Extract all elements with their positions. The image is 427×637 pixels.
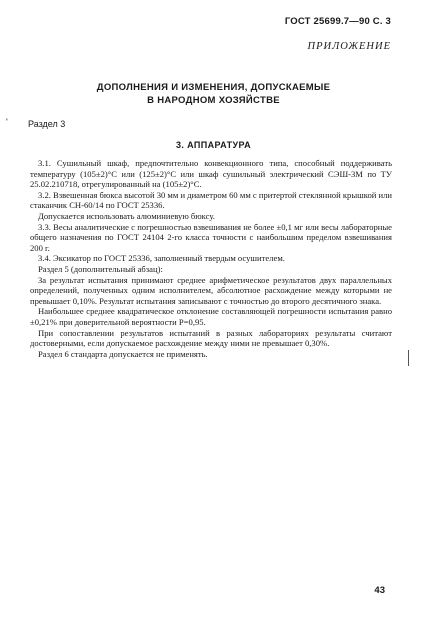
document-title	[0, 81, 427, 107]
paragraph: При сопоставлении результатов испытаний в разных лабораториях результаты считают достоверными, если допускаемое расхождение между ними не превышает 0,30%.	[30, 327, 392, 349]
section-reference-label: Раздел 3	[28, 119, 66, 129]
paragraph: 3.1. Сушильный шкаф, предпочтительно конвекционного типа, способный поддерживать температуру (105±2)°С или (125±2)°С или шкаф сушильный электрический СЭШ-3М по ТУ 25.02.210718, отрегулированный на (105±2)°С.	[30, 158, 392, 190]
paragraph: Раздел 5 (дополнительный абзац):	[38, 263, 163, 274]
paragraph: 3.2. Взвешенная бюкса высотой 30 мм и диаметром 60 мм с притертой стеклянной крышкой или стаканчик СН-60/14 по ГОСТ 25336.	[30, 189, 392, 211]
paragraph: Раздел 6 стандарта допускается не применять.	[38, 348, 208, 359]
paragraph: 3.3. Весы аналитические с погрешностью взвешивания не более ±0,1 мг или весы лабораторные общего назначения по ГОСТ 24104 2-го класса точности с наибольшим пределом взвешивания 200 г.	[30, 221, 392, 253]
paragraph: 3.4. Эксикатор по ГОСТ 25336, заполненный твердым осушителем.	[38, 253, 285, 264]
title-line-1: ДОПОЛНЕНИЯ И ИЗМЕНЕНИЯ, ДОПУСКАЕМЫЕ	[96, 82, 331, 93]
body-text	[30, 158, 392, 359]
section-reference	[6, 117, 66, 129]
margin-mark	[408, 350, 409, 366]
standard-code: ГОСТ 25699.7—90 С. 3	[284, 16, 391, 27]
page-number: 43	[374, 585, 385, 596]
section-title: 3. АППАРАТУРА	[175, 140, 252, 150]
section-mark: '	[6, 117, 8, 127]
title-line-2: В НАРОДНОМ ХОЗЯЙСТВЕ	[147, 95, 280, 106]
paragraph: Наибольшее среднее квадратическое отклонение составляющей погрешности испытания равно ±0,21% при доверительной вероятности P=0,95.	[30, 306, 392, 327]
paragraph: За результат испытания принимают среднее арифметическое результатов двух параллельных определений, полученных одним исполнителем, абсолютное расхождение между которыми не превышает 0,10%. Результат испытания записывают с точностью до второго десятичного знака.	[30, 274, 392, 306]
paragraph: Допускается использовать алюминиевую бюксу.	[38, 210, 215, 221]
appendix-label: ПРИЛОЖЕНИЕ	[307, 41, 391, 52]
